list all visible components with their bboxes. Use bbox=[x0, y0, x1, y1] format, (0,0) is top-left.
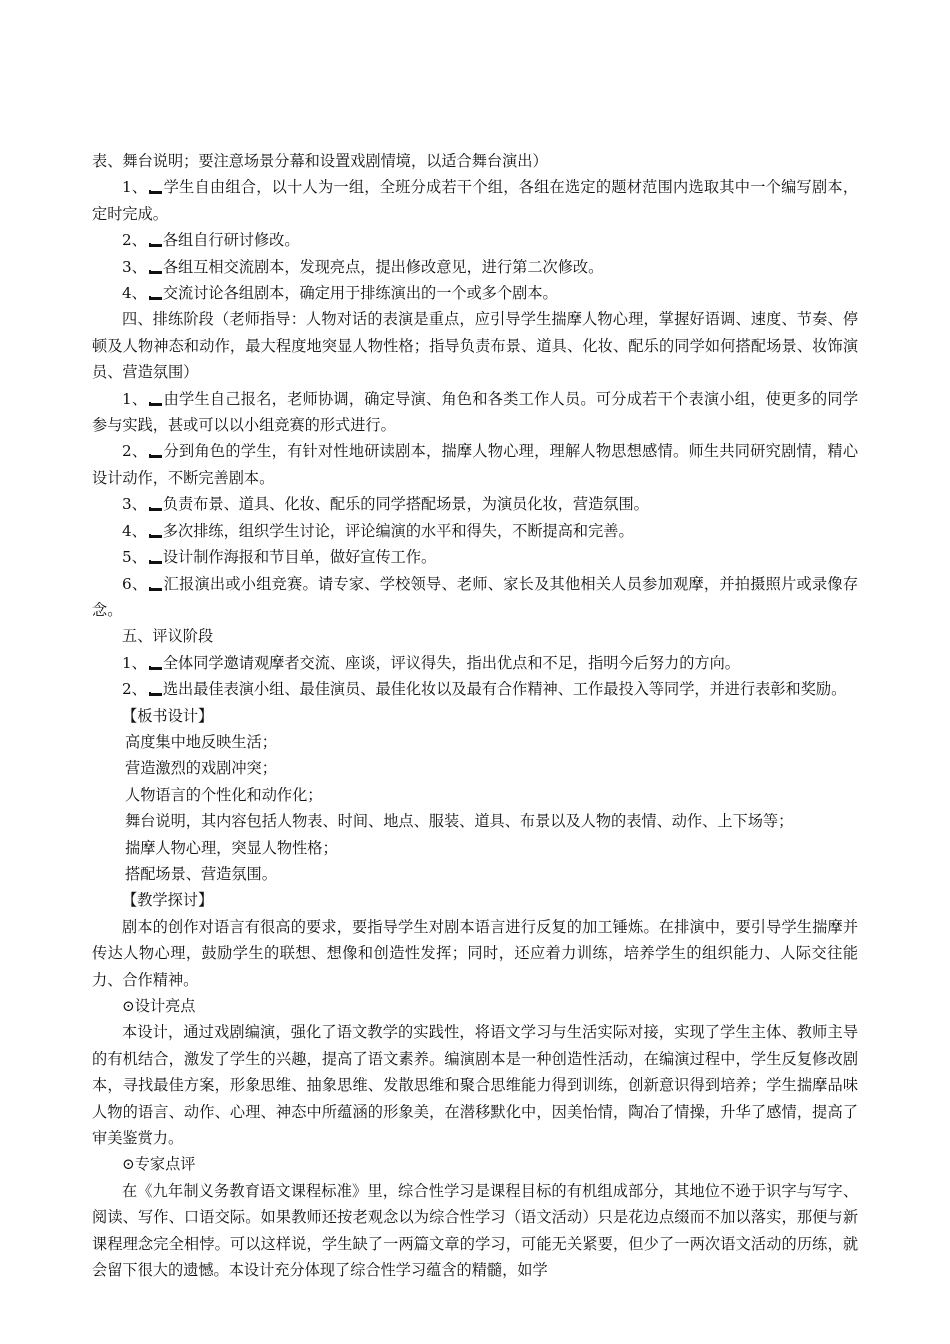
board-design-title: 【板书设计】 bbox=[122, 706, 214, 725]
list-item bbox=[92, 650, 858, 676]
item-text: 各组自行研讨修改。 bbox=[162, 231, 300, 250]
list-item bbox=[92, 676, 858, 702]
item-text: 由学生自己报名，老师协调，确定导演、角色和各类工作人员。可分成若干个表演小组，使更多的同学参与实践，甚或可以以小组竞赛的形式进行。 bbox=[92, 389, 859, 435]
item-text: 多次排练，组织学生讨论，评论编演的水平和得失，不断提高和完善。 bbox=[162, 521, 634, 540]
bullet-mark bbox=[149, 402, 162, 406]
expert-comment-title: ⊙专家点评 bbox=[122, 1155, 196, 1174]
bullet-mark bbox=[149, 243, 162, 247]
item-number: 3、 bbox=[122, 257, 147, 276]
bullet-mark bbox=[149, 692, 162, 696]
list-item bbox=[92, 491, 858, 517]
board-line: 搭配场景、营造氛围。 bbox=[125, 864, 277, 883]
list-item bbox=[92, 544, 858, 570]
item-text: 负责布景、道具、化妆、配乐的同学搭配场景，为演员化妆，营造氛围。 bbox=[162, 495, 649, 514]
bullet-mark bbox=[149, 296, 162, 300]
item-text: 全体同学邀请观摩者交流、座谈，评议得失，指出优点和不足，指明今后努力的方向。 bbox=[162, 653, 740, 672]
paragraph-continuation: 表、舞台说明；要注意场景分幕和设置戏剧情境，以适合舞台演出） bbox=[92, 152, 548, 170]
item-number: 5、 bbox=[122, 548, 147, 567]
bullet-mark bbox=[149, 190, 162, 194]
item-number: 1、 bbox=[122, 389, 148, 408]
section-heading-review: 五、评议阶段 bbox=[122, 627, 214, 646]
list-item bbox=[92, 571, 858, 624]
design-highlight-text: 本设计，通过戏剧编演，强化了语文教学的实践性，将语文学习与生活实际对接，实现了学生主体、教师主导的有机结合，激发了学生的兴趣，提高了语文素养。编演剧本是一种创造性活动，在编演过程中，学生反复修改剧本，寻找最佳方案，形象思维、抽象思维、发散思维和聚合思维能力得到训练，创新意识得到培养；学生揣摩品味人物的语言、动作、心理、神态中所蕴涵的形象美，在潜移默化中，因美怡情，陶冶了情操，升华了感情，提高了审美鉴赏力。 bbox=[92, 1023, 858, 1148]
list-item bbox=[92, 386, 858, 439]
item-text: 各组互相交流剧本，发现亮点，提出修改意见，进行第二次修改。 bbox=[162, 257, 604, 276]
item-number: 1、 bbox=[122, 178, 148, 197]
board-line: 揣摩人物心理，突显人物性格； bbox=[125, 838, 338, 857]
item-text: 学生自由组合，以十人为一组，全班分成若干个组，各组在选定的题材范围内选取其中一个编写剧本，定时完成。 bbox=[92, 178, 859, 223]
item-number: 4、 bbox=[122, 284, 147, 303]
design-highlight-title: ⊙设计亮点 bbox=[122, 997, 196, 1015]
list-item bbox=[92, 438, 858, 491]
list-item bbox=[92, 174, 858, 227]
board-line: 营造激烈的戏剧冲突； bbox=[125, 759, 277, 778]
list-item bbox=[92, 254, 858, 280]
bullet-mark bbox=[149, 534, 162, 538]
list-item bbox=[92, 227, 858, 253]
section-heading-rehearsal: 四、排练阶段（老师指导：人物对话的表演是重点，应引导学生揣摩人物心理，掌握好语调、速度、节奏、停顿及人物神态和动作，最大程度地突显人物性格；指导负责布景、道具、化妆、配乐的同学如何搭配场景、妆饰演员、营造氛围） bbox=[92, 310, 858, 382]
item-number: 2、 bbox=[122, 231, 147, 250]
list-item bbox=[92, 518, 858, 544]
teaching-discussion-text: 剧本的创作对语言有很高的要求，要指导学生对剧本语言进行反复的加工锤炼。在排演中，要引导学生揣摩并传达人物心理，鼓励学生的联想、想像和创造性发挥；同时，还应着力训练，培养学生的组织能力、人际交往能力、合作精神。 bbox=[92, 917, 858, 989]
item-number: 1、 bbox=[122, 653, 147, 672]
item-number: 2、 bbox=[122, 680, 147, 699]
item-number: 4、 bbox=[122, 521, 147, 540]
item-text: 分到角色的学生，有针对性地研读剧本，揣摩人物心理，理解人物思想感情。师生共同研究剧情，精心设计动作，不断完善剧本。 bbox=[92, 442, 859, 487]
board-line: 高度集中地反映生活； bbox=[125, 732, 277, 751]
board-line: 舞台说明，其内容包括人物表、时间、地点、服装、道具、布景以及人物的表情、动作、上下场等； bbox=[125, 812, 794, 831]
bullet-mark bbox=[149, 587, 162, 591]
item-number: 3、 bbox=[122, 495, 147, 514]
bullet-mark bbox=[149, 560, 162, 564]
bullet-mark bbox=[149, 454, 162, 458]
bullet-mark bbox=[149, 666, 162, 670]
item-number: 2、 bbox=[122, 442, 148, 461]
item-text: 设计制作海报和节目单，做好宣传工作。 bbox=[162, 548, 437, 567]
list-item bbox=[92, 280, 858, 306]
bullet-mark bbox=[149, 270, 162, 274]
item-number: 6、 bbox=[122, 574, 148, 593]
expert-comment-text: 在《九年制义务教育语文课程标准》里，综合性学习是课程目标的有机组成部分，其地位不逊于识字与写字、阅读、写作、口语交际。如果教师还按老观念以为综合性学习（语文活动）只是花边点缀而不加以落实，那便与新课程理念完全相悖。可以这样说，学生缺了一两篇文章的学习，可能无关紧要，但少了一两次语文活动的历练，就会留下很大的遗憾。本设计充分体现了综合性学习蕴含的精髓，如学 bbox=[92, 1181, 858, 1280]
board-line: 人物语言的个性化和动作化； bbox=[125, 785, 323, 804]
item-text: 选出最佳表演小组、最佳演员、最佳化妆以及最有合作精神、工作最投入等同学，并进行表彰和奖励。 bbox=[162, 680, 847, 699]
item-text: 汇报演出或小组竞赛。请专家、学校领导、老师、家长及其他相关人员参加观摩，并拍摄照片或录像存念。 bbox=[92, 574, 859, 619]
item-text: 交流讨论各组剧本，确定用于排练演出的一个或多个剧本。 bbox=[162, 284, 558, 303]
bullet-mark bbox=[149, 507, 162, 511]
teaching-discussion-title: 【教学探讨】 bbox=[122, 891, 214, 910]
